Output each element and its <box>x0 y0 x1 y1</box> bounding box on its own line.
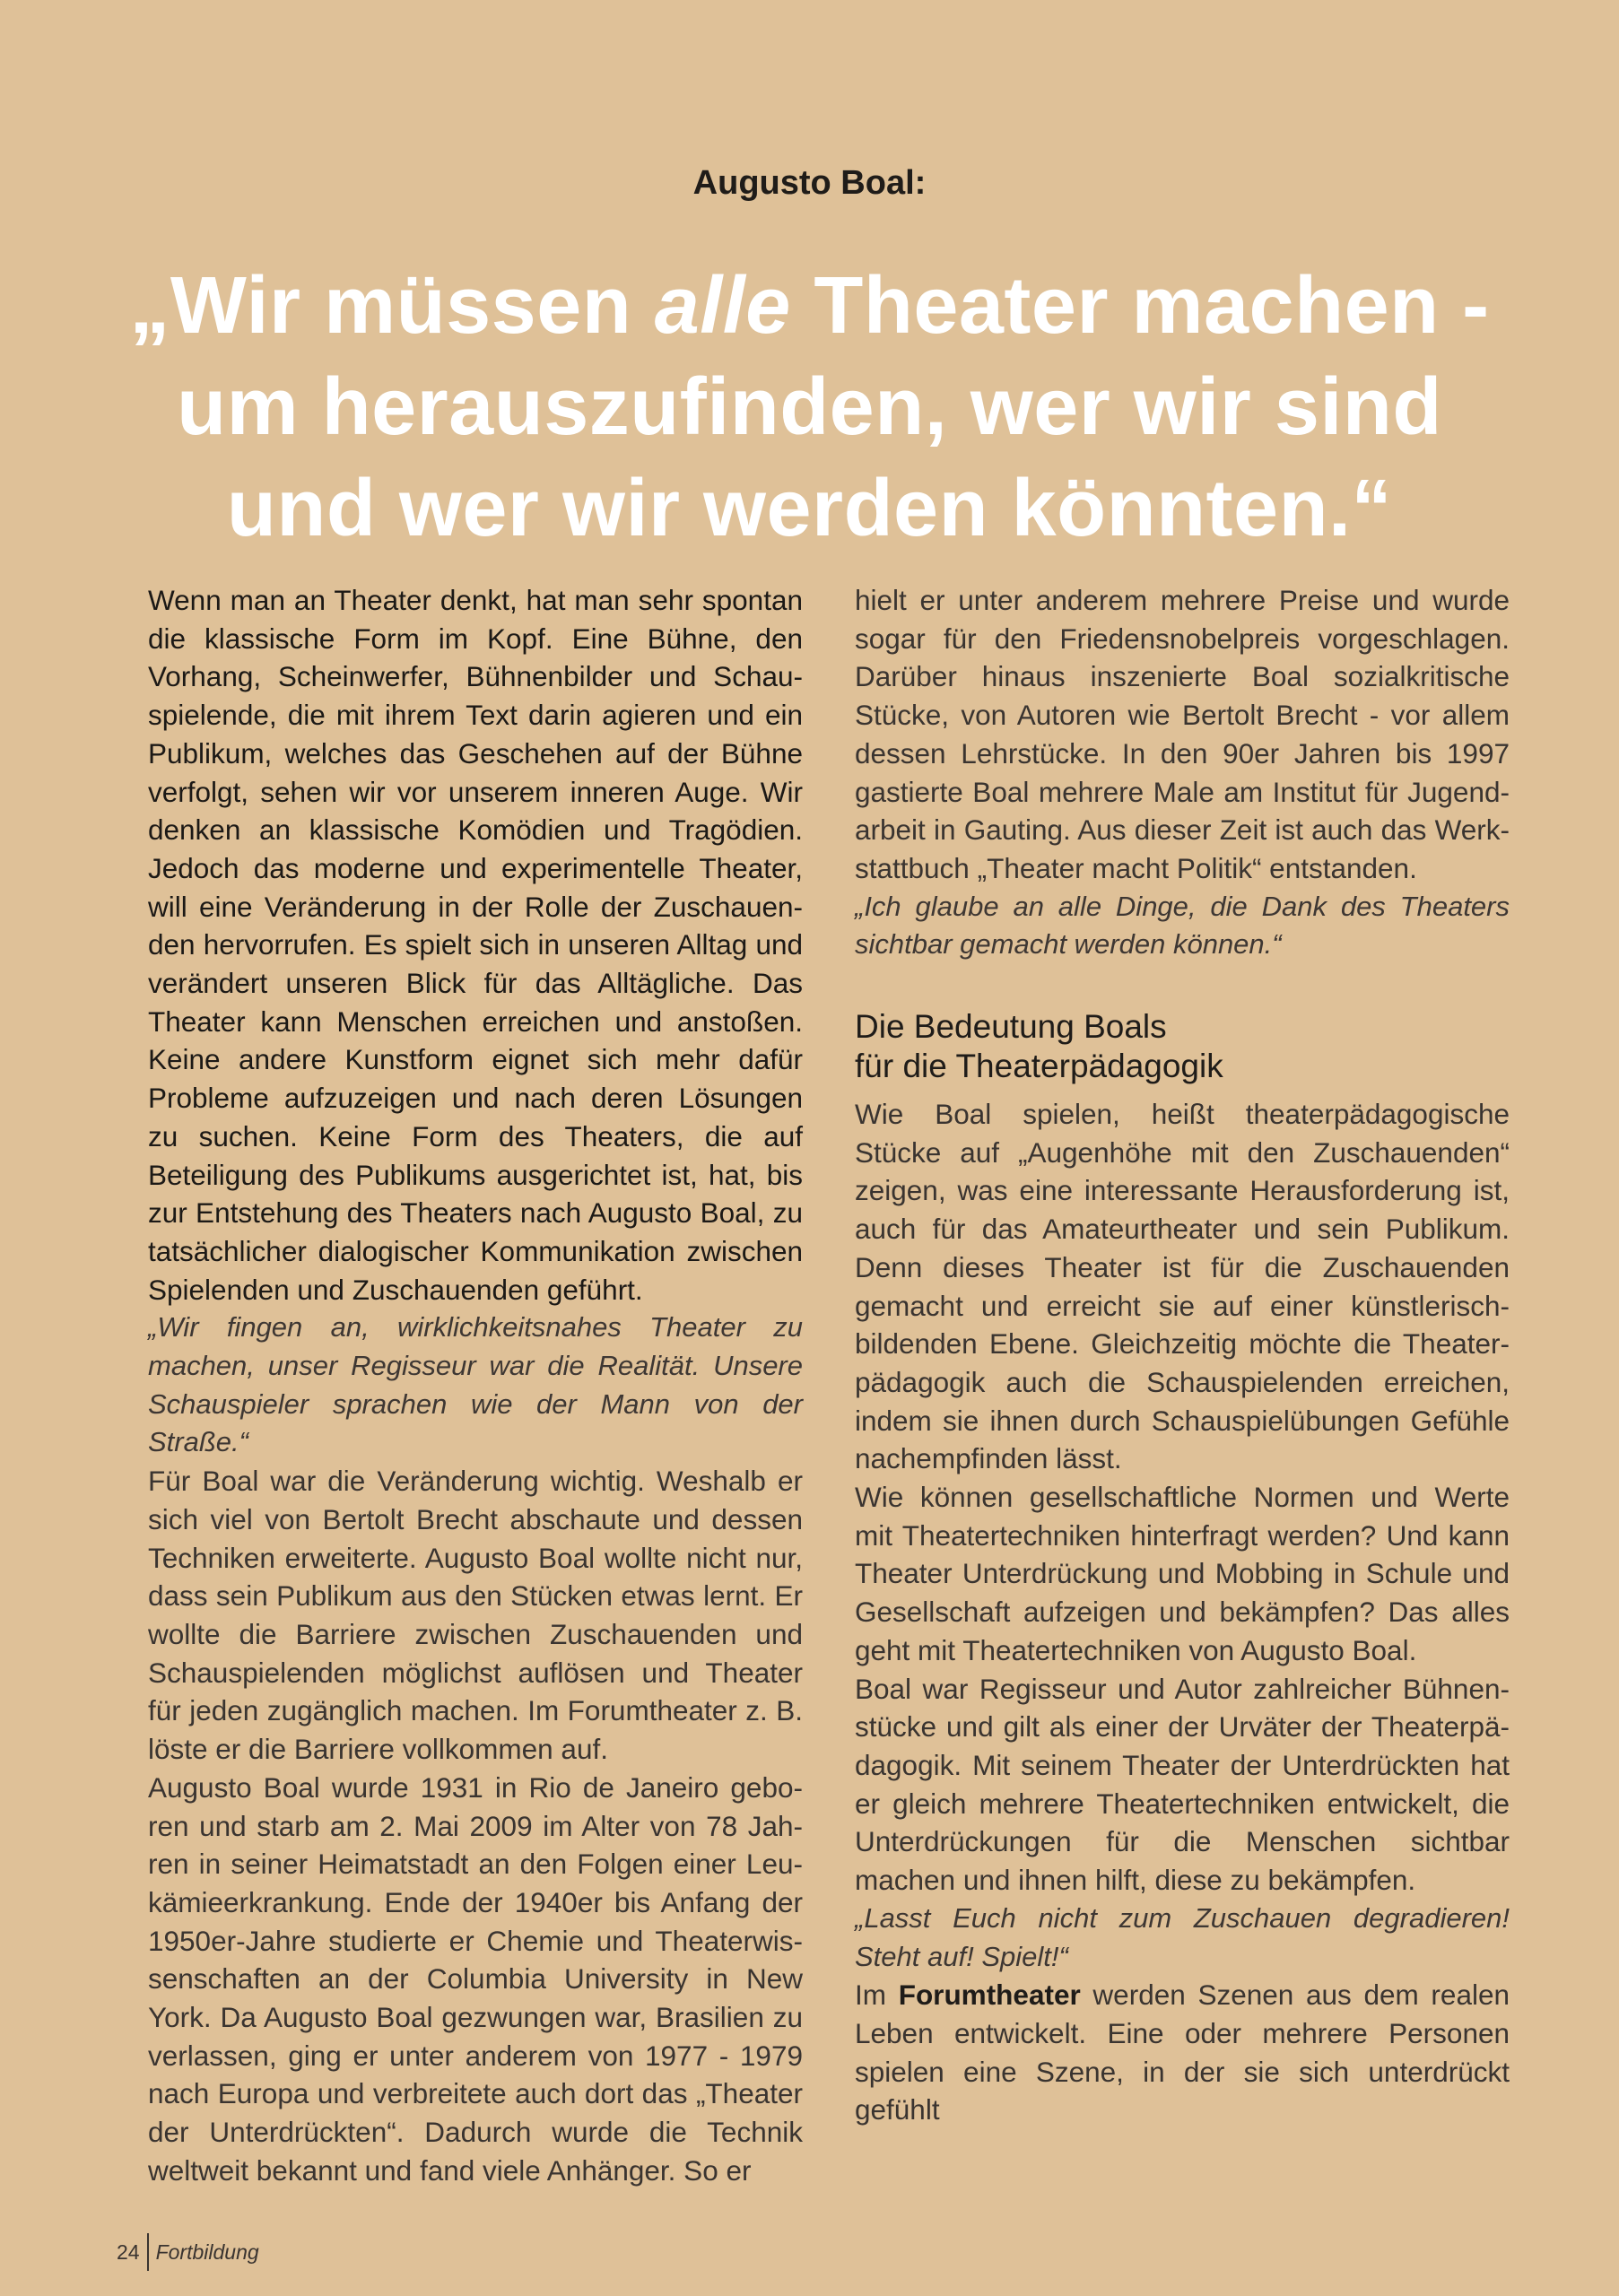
headline-line-1-end: Theater machen - <box>790 261 1490 351</box>
right-column <box>855 581 1510 2129</box>
right-paragraph-2: Wie Boal spielen, heißt theaterpädagogische Stücke auf „Augenhöhe mit den Zuschauenden“ zeigen, was eine interessante Herausforderung ist, auch für das Amateurtheater und sein Publikum. Denn dieses Theater ist für die Zuschauenden gemacht und erreicht sie auf einer künstlerischbildenden Ebene. Gleichzeitig möchte die Theaterpädagogik auch die Schauspielenden erreichen, indem sie ihnen durch Schauspielübungen Gefühle nachempfinden lässt. <box>855 1098 1510 1475</box>
forumtheater-term: Forumtheater <box>898 1979 1081 2012</box>
headline-emphasis: alle <box>654 261 791 351</box>
right-paragraph-5 <box>855 1976 1510 2129</box>
footer-section-label: Fortbildung <box>155 2239 259 2264</box>
headline-line-3: und wer wir werden könnten.“ <box>226 464 1393 553</box>
right-paragraph-4: Boal war Regisseur und Autor zahlreicher Bühnenstücke und gilt als einer der Urväter der Theaterpädagogik. Mit seinem Theater der Unterdrückten hat er gleich mehrere Theatertechniken entwickelt, die Unterdrückungen für die Menschen sichtbar machen und ihnen hilft, diese zu bekämpfen. <box>855 1672 1510 1897</box>
subheading-line-1: Die Bedeutung Boals <box>855 1008 1167 1046</box>
body-paragraph-2: Für Boal war die Veränderung wichtig. Weshalb er sich viel von Bertolt Brecht abschaute und dessen Techniken erweiterte. Augusto Boal wollte nicht nur, dass sein Publikum aus den Stücken etwas lernt. Er wollte die Barriere zwischen Zuschauenden und Schauspielenden möglichst auflösen und Theater für jeden zugänglich machen. Im Forumtheater z. B. löste er die Barriere vollkommen auf. <box>148 1465 803 1766</box>
pull-quote-3: „Lasst Euch nicht zum Zuschauen degradieren! Steht auf! Spielt!“ <box>855 1901 1510 1972</box>
pull-quote-2: „Ich glaube an alle Dinge, die Dank des Theaters sichtbar gemacht werden können.“ <box>855 890 1510 961</box>
left-column <box>148 581 803 2190</box>
section-subheading <box>855 1007 1510 1086</box>
intro-paragraph: Wenn man an Theater denkt, hat man sehr spontan die klassische Form im Kopf. Eine Bühne, den Vorhang, Scheinwerfer, Bühnenbilder und Schauspielende, die mit ihrem Text darin agieren und ein Publikum, welches das Geschehen auf der Bühne verfolgt, sehen wir vor unserem inneren Auge. Wir denken an klassische Komödien und Tragödien. Jedoch das moderne und experimentelle Theater, will eine Veränderung in der Rolle der Zuschauenden hervorrufen. Es spielt sich in unseren Alltag und verändert unseren Blick für das Alltägliche. Das Theater kann Menschen erreichen und anstoßen. Keine andere Kunstform eignet sich mehr dafür Probleme aufzuzeigen und nach deren Lösungen zu suchen. Keine Form des Theaters, die auf Beteiligung des Publikums ausgerichtet ist, hat, bis zur Entstehung des Theaters nach Augusto Boal, zu tatsächlicher dialogischer Kommunikation zwischen Spielenden und Zuschauenden geführt. <box>148 584 803 1306</box>
right-paragraph-3: Wie können gesellschaftliche Normen und Werte mit Theatertechniken hinterfragt werden? Und kann Theater Unterdrückung und Mobbing in Schule und Gesellschaft aufzeigen und bekämpfen? Das alles geht mit Theatertechniken von Augusto Boal. <box>855 1481 1510 1666</box>
pull-quote-1: „Wir fingen an, wirklichkeitsnahes Theater zu machen, unser Regisseur war die Realität. Unsere Schauspieler sprachen wie der Mann von der Straße.“ <box>148 1311 803 1458</box>
headline-line-1 <box>54 256 1565 357</box>
headline-line-2: um herauszufinden, wer wir sind <box>177 362 1442 452</box>
headline-quote <box>54 256 1565 560</box>
paragraph-5-rest: werden Szenen aus dem realen Leben entwickelt. Eine oder mehrere Personen spielen eine Szene, in der sie sich unterdrückt gefühlt <box>855 1979 1510 2126</box>
footer-divider <box>147 2233 149 2271</box>
headline-line-1-start: „Wir müssen <box>129 261 655 351</box>
right-paragraph-1: hielt er unter anderem mehrere Preise und wurde sogar für den Friedensnobelpreis vorgeschlagen. Darüber hinaus inszenierte Boal sozialkritische Stücke, von Autoren wie Bertolt Brecht - vor allem dessen Lehrstücke. In den 90er Jahren bis 1997 gastierte Boal mehrere Male am Institut für Jugendarbeit in Gauting. Aus dieser Zeit ist auch das Werkstattbuch „Theater macht Politik“ entstanden. <box>855 584 1510 884</box>
body-paragraph-3: Augusto Boal wurde 1931 in Rio de Janeiro geboren und starb am 2. Mai 2009 im Alter von 78 Jahren in seiner Heimatstadt an den Folgen einer Leukämieerkrankung. Ende der 1940er bis Anfang der 1950er-Jahre studierte er Chemie und Theaterwissenschaften an der Columbia University in New York. Da Augusto Boal gezwungen war, Brasilien zu verlassen, ging er unter anderem von 1977 - 1979 nach Europa und verbreitete auch dort das „Theater der Unterdrückten“. Dadurch wurde die Technik weltweit bekannt und fand viele Anhänger. So er <box>148 1770 803 2187</box>
page-footer <box>117 2233 259 2271</box>
author-heading: Augusto Boal: <box>692 164 927 202</box>
paragraph-5-start: Im <box>855 1979 899 2012</box>
page-number: 24 <box>117 2239 140 2264</box>
subheading-line-2: für die Theaterpädagogik <box>855 1048 1223 1085</box>
